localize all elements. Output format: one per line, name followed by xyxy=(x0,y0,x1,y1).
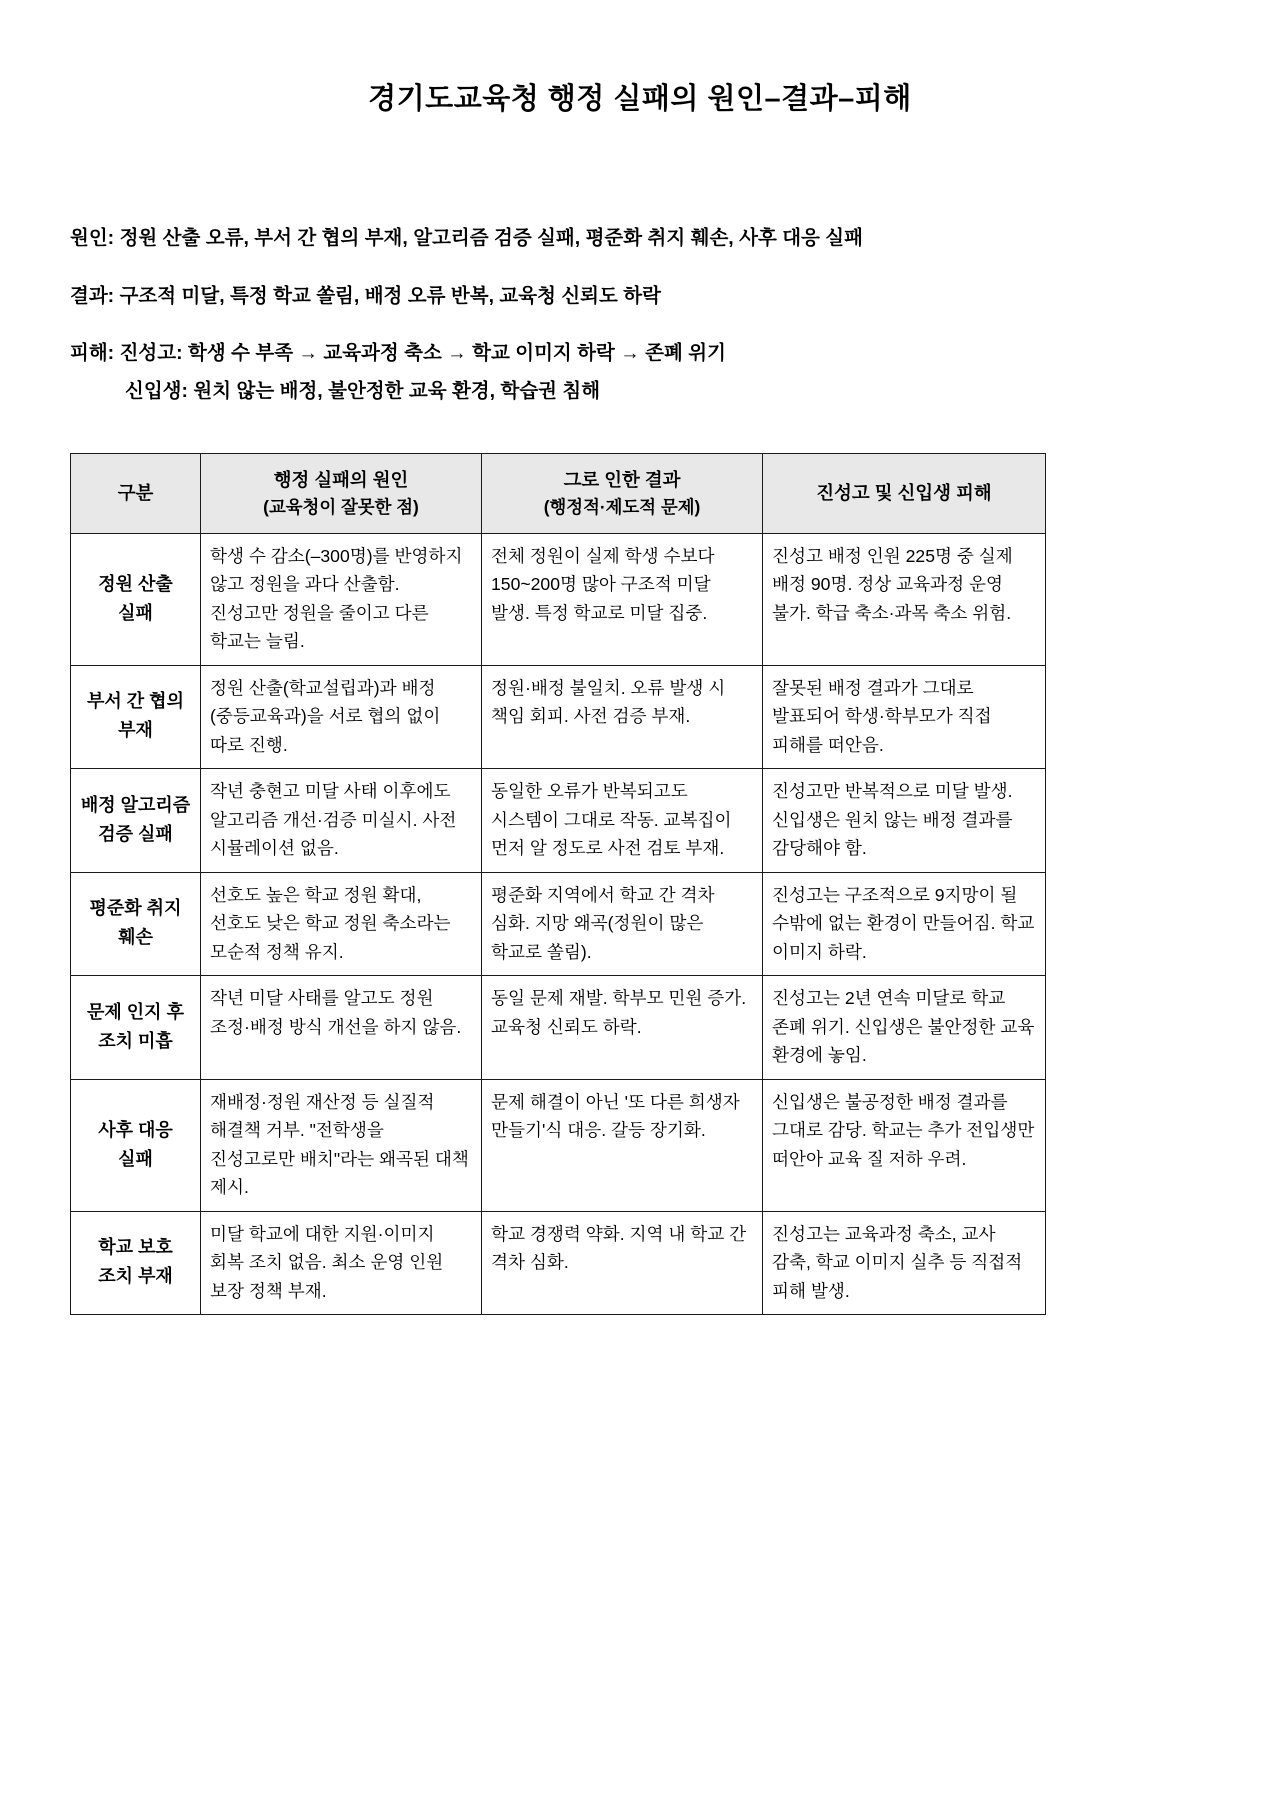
table-body xyxy=(71,533,1046,1315)
row-damage-cell: 진성고 배정 인원 225명 중 실제 배정 90명. 정상 교육과정 운영 불가. 학급 축소·과목 축소 위험. xyxy=(763,533,1046,665)
page-title: 경기도교육청 행정 실패의 원인–결과–피해 xyxy=(368,83,912,115)
row-cause-cell: 학생 수 감소(–300명)를 반영하지 않고 정원을 과다 산출함. 진성고만 정원을 줄이고 다른 학교는 늘림. xyxy=(201,533,482,665)
row-cause-cell: 정원 산출(학교설립과)과 배정(중등교육과)을 서로 협의 없이 따로 진행. xyxy=(201,665,482,769)
column-header-cause xyxy=(201,454,482,534)
column-header-result-main: 그로 인한 결과 xyxy=(563,469,681,490)
row-result-cell: 정원·배정 불일치. 오류 발생 시 책임 회피. 사전 검증 부재. xyxy=(482,665,763,769)
table-row xyxy=(71,665,1046,769)
table-header xyxy=(71,454,1046,534)
row-damage-cell: 진성고는 2년 연속 미달로 학교 존폐 위기. 신입생은 불안정한 교육 환경에 놓임. xyxy=(763,976,1046,1080)
row-cause-cell: 재배정·정원 재산정 등 실질적 해결책 거부. "전학생을 진성고로만 배치"라는 왜곡된 대책 제시. xyxy=(201,1079,482,1211)
column-header-result xyxy=(482,454,763,534)
summary-block xyxy=(0,117,1280,401)
row-damage-cell: 진성고만 반복적으로 미달 발생. 신입생은 원치 않는 배정 결과를 감당해야 함. xyxy=(763,769,1046,873)
summary-result-line: 결과: 구조적 미달, 특정 학교 쏠림, 배정 오류 반복, 교육청 신뢰도 하락 xyxy=(70,284,661,307)
row-cause-cell: 선호도 높은 학교 정원 확대, 선호도 낮은 학교 정원 축소라는 모순적 정책 유지. xyxy=(201,872,482,976)
row-category-cell: 정원 산출 실패 xyxy=(71,533,201,665)
row-category-cell: 사후 대응 실패 xyxy=(71,1079,201,1211)
row-category-cell: 배정 알고리즘 검증 실패 xyxy=(71,769,201,873)
row-result-cell: 문제 해결이 아닌 '또 다른 희생자 만들기'식 대응. 갈등 장기화. xyxy=(482,1079,763,1211)
row-result-cell: 동일한 오류가 반복되고도 시스템이 그대로 작동. 교복집이 먼저 알 정도로 사전 검토 부재. xyxy=(482,769,763,873)
table-row xyxy=(71,872,1046,976)
row-result-cell: 평준화 지역에서 학교 간 격차 심화. 지망 왜곡(정원이 많은 학교로 쏠림). xyxy=(482,872,763,976)
column-header-damage-main: 진성고 및 신입생 피해 xyxy=(816,482,992,504)
column-header-damage xyxy=(763,454,1046,534)
summary-damage-school-line: 피해: 진성고: 학생 수 부족 → 교육과정 축소 → 학교 이미지 하락 → 존폐 위기 xyxy=(70,342,726,364)
summary-cause-line: 원인: 정원 산출 오류, 부서 간 협의 부재, 알고리즘 검증 실패, 평준화 취지 훼손, 사후 대응 실패 xyxy=(70,227,863,249)
row-cause-cell: 미달 학교에 대한 지원·이미지 회복 조치 없음. 최소 운영 인원 보장 정책 부재. xyxy=(201,1211,482,1315)
table-row xyxy=(71,1211,1046,1315)
row-category-cell: 학교 보호 조치 부재 xyxy=(71,1211,201,1315)
column-header-cause-main: 행정 실패의 원인 xyxy=(273,469,409,490)
row-damage-cell: 신입생은 불공정한 배정 결과를 그대로 감당. 학교는 추가 전입생만 떠안아 교육 질 저하 우려. xyxy=(763,1079,1046,1211)
column-header-category xyxy=(71,454,201,534)
row-cause-cell: 작년 충현고 미달 사태 이후에도 알고리즘 개선·검증 미실시. 사전 시뮬레이션 없음. xyxy=(201,769,482,873)
table-row xyxy=(71,533,1046,665)
table-row xyxy=(71,769,1046,873)
row-damage-cell: 진성고는 교육과정 축소, 교사 감축, 학교 이미지 실추 등 직접적 피해 발생. xyxy=(763,1211,1046,1315)
row-result-cell: 학교 경쟁력 약화. 지역 내 학교 간 격차 심화. xyxy=(482,1211,763,1315)
column-header-result-sub: (행정적·제도적 문제) xyxy=(543,496,701,517)
summary-damage-students-line: 신입생: 원치 않는 배정, 불안정한 교육 환경, 학습권 침해 xyxy=(125,379,601,402)
row-damage-cell: 잘못된 배정 결과가 그대로 발표되어 학생·학부모가 직접 피해를 떠안음. xyxy=(763,665,1046,769)
row-cause-cell: 작년 미달 사태를 알고도 정원 조정·배정 방식 개선을 하지 않음. xyxy=(201,976,482,1080)
table-header-row xyxy=(71,454,1046,534)
row-result-cell: 전체 정원이 실제 학생 수보다 150~200명 많아 구조적 미달 발생. 특정 학교로 미달 집중. xyxy=(482,533,763,665)
failure-matrix-table xyxy=(70,453,1046,1315)
column-header-category-main: 구분 xyxy=(117,482,154,504)
row-damage-cell: 진성고는 구조적으로 9지망이 될 수밖에 없는 환경이 만들어짐. 학교 이미지 하락. xyxy=(763,872,1046,976)
table-row xyxy=(71,976,1046,1080)
table-row xyxy=(71,1079,1046,1211)
row-result-cell: 동일 문제 재발. 학부모 민원 증가. 교육청 신뢰도 하락. xyxy=(482,976,763,1080)
row-category-cell: 문제 인지 후 조치 미흡 xyxy=(71,976,201,1080)
row-category-cell: 평준화 취지 훼손 xyxy=(71,872,201,976)
row-category-cell: 부서 간 협의 부재 xyxy=(71,665,201,769)
matrix-table-container xyxy=(0,431,1280,1315)
column-header-cause-sub: (교육청이 잘못한 점) xyxy=(263,496,419,517)
